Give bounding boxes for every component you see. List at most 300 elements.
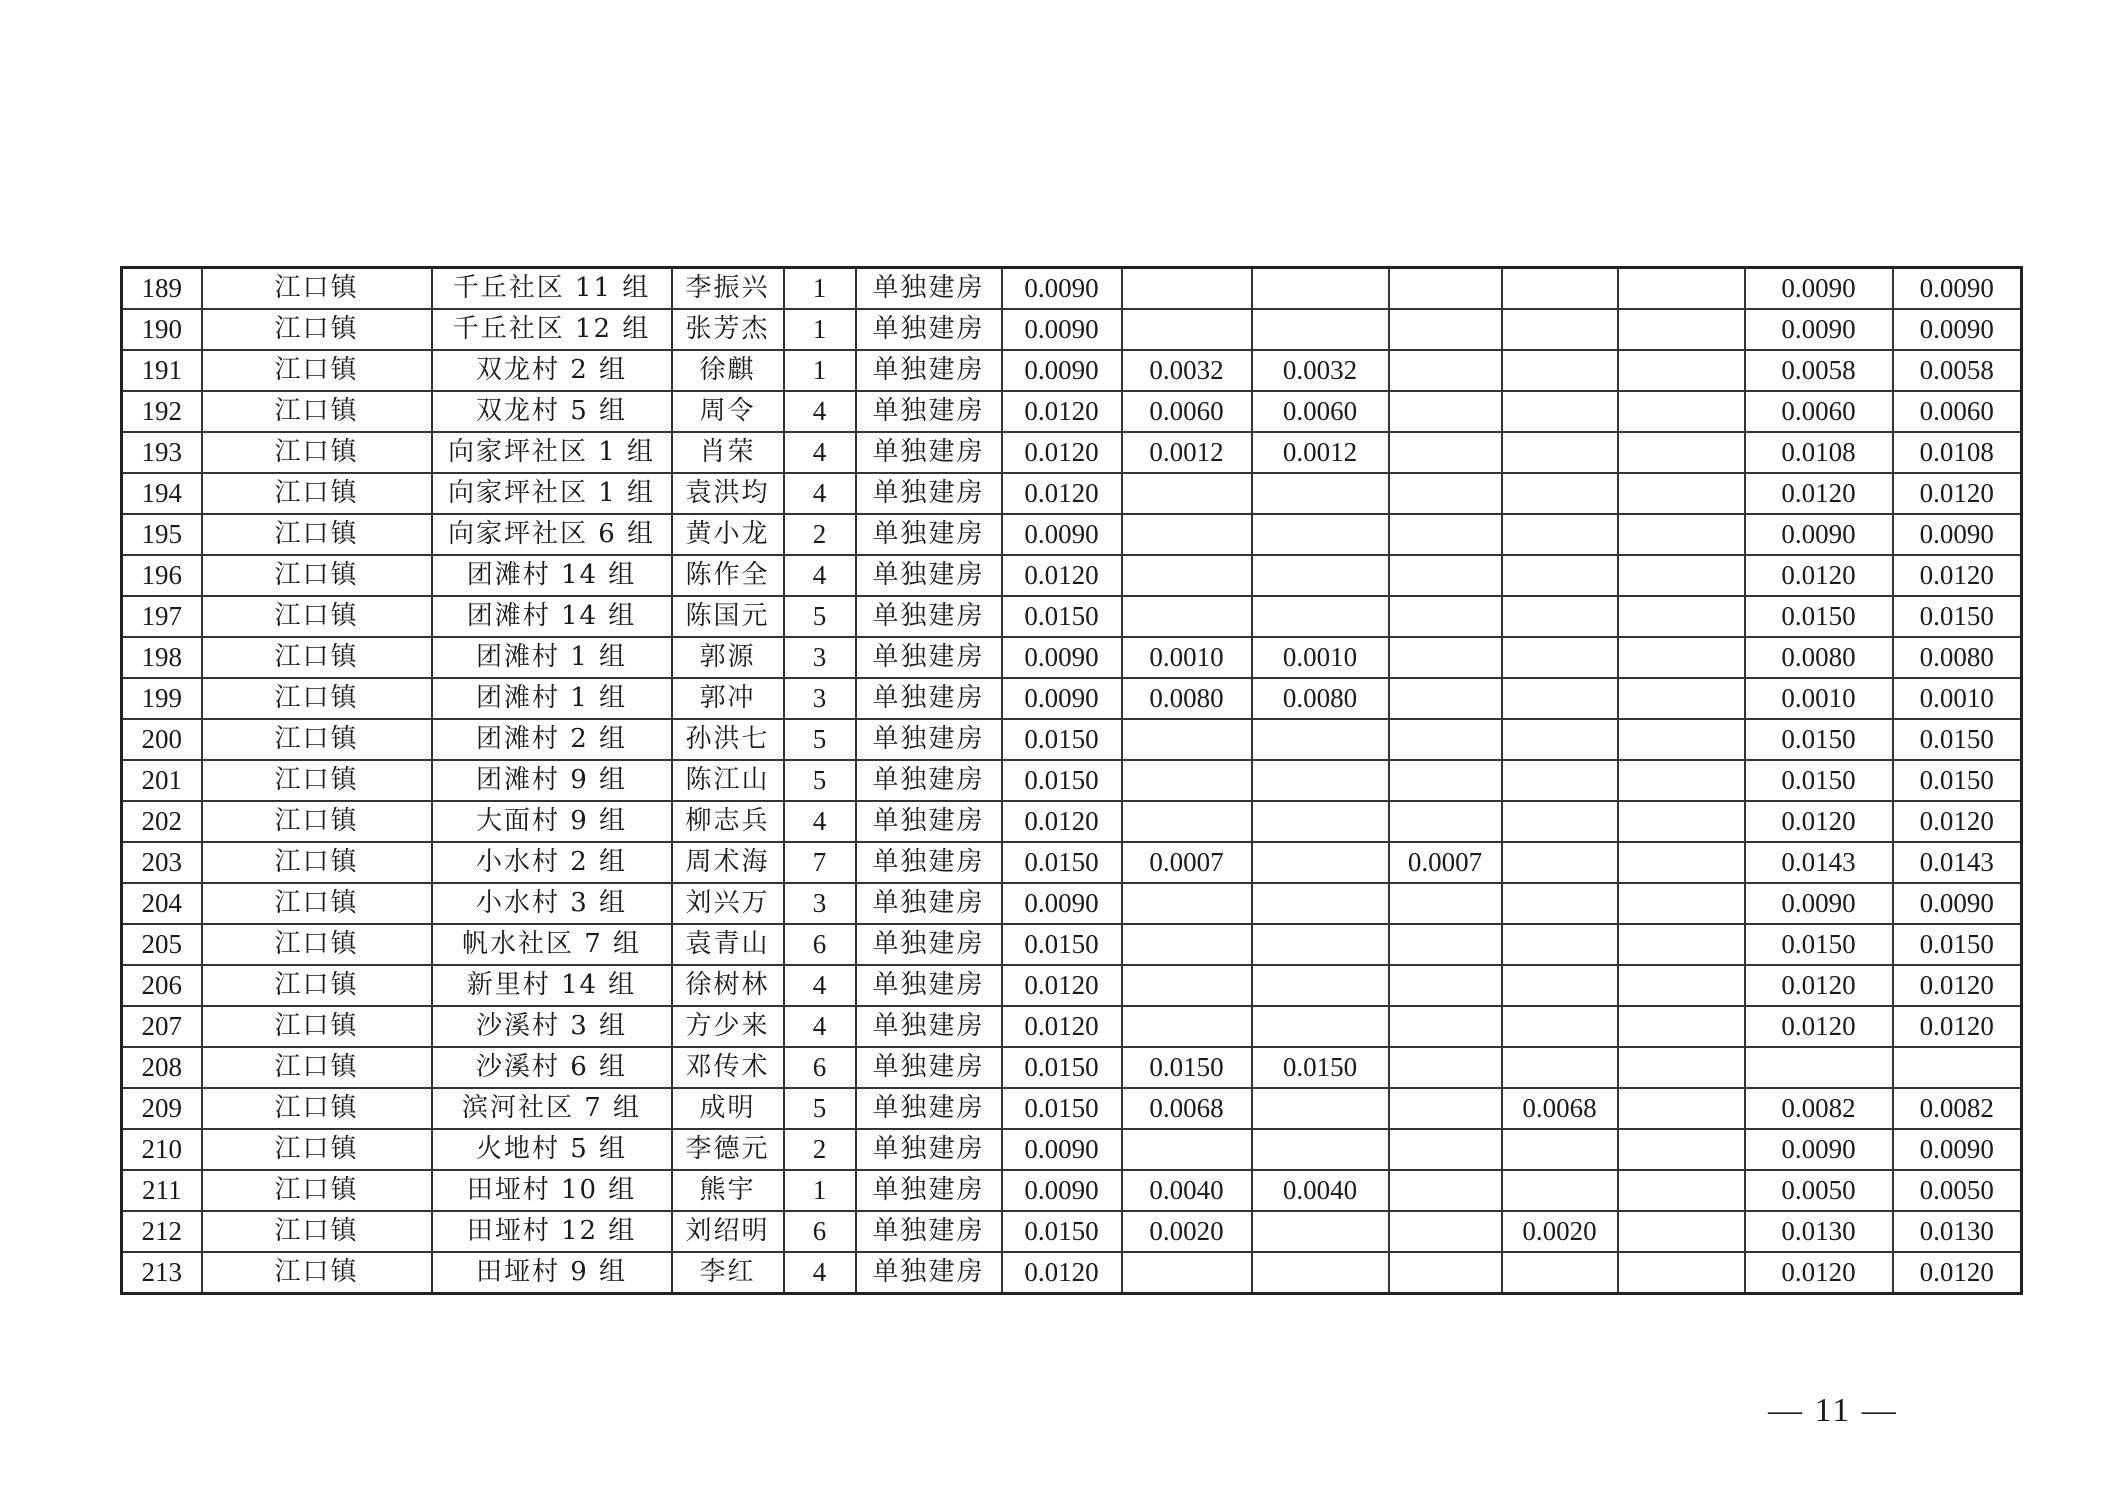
area-col-5-cell: [1502, 1047, 1618, 1088]
village-group-cell: 千丘社区 12 组: [432, 309, 672, 350]
table-row: [122, 842, 2022, 883]
area-col-5-cell: [1502, 801, 1618, 842]
village-group-cell: 团滩村 1 组: [432, 678, 672, 719]
area-col-6-cell: [1618, 1047, 1745, 1088]
applicant-name-cell: 方少来: [672, 1006, 784, 1047]
area-col-1-cell: 0.0120: [1002, 801, 1122, 842]
area-col-3-cell: [1252, 801, 1389, 842]
area-col-7-cell: 0.0080: [1745, 637, 1893, 678]
town-cell: 江口镇: [202, 1170, 432, 1211]
area-col-3-cell: [1252, 473, 1389, 514]
area-col-4-cell: [1389, 309, 1502, 350]
build-type-cell: 单独建房: [856, 801, 1002, 842]
town-cell: 江口镇: [202, 268, 432, 310]
area-col-8-cell: 0.0150: [1893, 924, 2022, 965]
area-col-7-cell: 0.0120: [1745, 801, 1893, 842]
area-col-6-cell: [1618, 1252, 1745, 1294]
area-col-4-cell: [1389, 1006, 1502, 1047]
area-col-2-cell: [1122, 924, 1252, 965]
household-count-cell: 1: [784, 350, 856, 391]
row-number-cell: 212: [122, 1211, 202, 1252]
area-col-6-cell: [1618, 596, 1745, 637]
applicant-name-cell: 肖荣: [672, 432, 784, 473]
area-col-6-cell: [1618, 801, 1745, 842]
area-col-3-cell: 0.0012: [1252, 432, 1389, 473]
area-col-3-cell: 0.0010: [1252, 637, 1389, 678]
village-group-cell: 双龙村 5 组: [432, 391, 672, 432]
area-col-4-cell: [1389, 924, 1502, 965]
records-table-container: [120, 266, 2023, 1295]
village-group-cell: 田垭村 12 组: [432, 1211, 672, 1252]
area-col-7-cell: 0.0090: [1745, 883, 1893, 924]
area-col-7-cell: 0.0082: [1745, 1088, 1893, 1129]
town-cell: 江口镇: [202, 1047, 432, 1088]
area-col-7-cell: 0.0120: [1745, 1006, 1893, 1047]
table-row: [122, 801, 2022, 842]
household-count-cell: 4: [784, 965, 856, 1006]
area-col-1-cell: 0.0120: [1002, 1252, 1122, 1294]
area-col-3-cell: [1252, 514, 1389, 555]
household-count-cell: 4: [784, 555, 856, 596]
household-count-cell: 6: [784, 924, 856, 965]
row-number-cell: 194: [122, 473, 202, 514]
area-col-7-cell: [1745, 1047, 1893, 1088]
area-col-5-cell: [1502, 637, 1618, 678]
area-col-4-cell: [1389, 883, 1502, 924]
area-col-2-cell: 0.0012: [1122, 432, 1252, 473]
area-col-1-cell: 0.0090: [1002, 637, 1122, 678]
table-row: [122, 1047, 2022, 1088]
area-col-8-cell: 0.0120: [1893, 555, 2022, 596]
area-col-3-cell: [1252, 1129, 1389, 1170]
area-col-6-cell: [1618, 514, 1745, 555]
applicant-name-cell: 徐树林: [672, 965, 784, 1006]
area-col-4-cell: [1389, 391, 1502, 432]
village-group-cell: 团滩村 9 组: [432, 760, 672, 801]
village-group-cell: 向家坪社区 1 组: [432, 432, 672, 473]
area-col-5-cell: [1502, 883, 1618, 924]
village-group-cell: 向家坪社区 6 组: [432, 514, 672, 555]
applicant-name-cell: 成明: [672, 1088, 784, 1129]
area-col-7-cell: 0.0120: [1745, 473, 1893, 514]
village-group-cell: 团滩村 2 组: [432, 719, 672, 760]
records-table: [120, 266, 2023, 1295]
village-group-cell: 团滩村 1 组: [432, 637, 672, 678]
applicant-name-cell: 郭冲: [672, 678, 784, 719]
area-col-4-cell: [1389, 555, 1502, 596]
area-col-2-cell: [1122, 965, 1252, 1006]
village-group-cell: 帆水社区 7 组: [432, 924, 672, 965]
town-cell: 江口镇: [202, 391, 432, 432]
area-col-2-cell: 0.0068: [1122, 1088, 1252, 1129]
area-col-6-cell: [1618, 719, 1745, 760]
town-cell: 江口镇: [202, 965, 432, 1006]
area-col-6-cell: [1618, 268, 1745, 310]
build-type-cell: 单独建房: [856, 1129, 1002, 1170]
town-cell: 江口镇: [202, 842, 432, 883]
area-col-4-cell: [1389, 432, 1502, 473]
area-col-8-cell: 0.0058: [1893, 350, 2022, 391]
build-type-cell: 单独建房: [856, 514, 1002, 555]
area-col-4-cell: [1389, 719, 1502, 760]
applicant-name-cell: 李红: [672, 1252, 784, 1294]
area-col-7-cell: 0.0090: [1745, 309, 1893, 350]
area-col-2-cell: 0.0020: [1122, 1211, 1252, 1252]
build-type-cell: 单独建房: [856, 350, 1002, 391]
area-col-2-cell: 0.0080: [1122, 678, 1252, 719]
area-col-5-cell: 0.0020: [1502, 1211, 1618, 1252]
area-col-5-cell: [1502, 842, 1618, 883]
area-col-4-cell: [1389, 1211, 1502, 1252]
area-col-5-cell: [1502, 432, 1618, 473]
area-col-4-cell: [1389, 678, 1502, 719]
area-col-8-cell: 0.0120: [1893, 473, 2022, 514]
area-col-5-cell: [1502, 350, 1618, 391]
table-row: [122, 1211, 2022, 1252]
area-col-8-cell: [1893, 1047, 2022, 1088]
area-col-5-cell: [1502, 760, 1618, 801]
area-col-8-cell: 0.0120: [1893, 1252, 2022, 1294]
area-col-4-cell: [1389, 514, 1502, 555]
area-col-2-cell: [1122, 760, 1252, 801]
area-col-5-cell: [1502, 924, 1618, 965]
build-type-cell: 单独建房: [856, 965, 1002, 1006]
household-count-cell: 4: [784, 1006, 856, 1047]
area-col-8-cell: 0.0130: [1893, 1211, 2022, 1252]
town-cell: 江口镇: [202, 1211, 432, 1252]
row-number-cell: 206: [122, 965, 202, 1006]
area-col-4-cell: [1389, 1047, 1502, 1088]
table-row: [122, 473, 2022, 514]
household-count-cell: 1: [784, 1170, 856, 1211]
build-type-cell: 单独建房: [856, 1006, 1002, 1047]
row-number-cell: 213: [122, 1252, 202, 1294]
table-row: [122, 1006, 2022, 1047]
area-col-2-cell: [1122, 719, 1252, 760]
area-col-8-cell: 0.0143: [1893, 842, 2022, 883]
area-col-5-cell: [1502, 678, 1618, 719]
area-col-7-cell: 0.0050: [1745, 1170, 1893, 1211]
village-group-cell: 小水村 2 组: [432, 842, 672, 883]
applicant-name-cell: 邓传术: [672, 1047, 784, 1088]
area-col-8-cell: 0.0090: [1893, 268, 2022, 310]
build-type-cell: 单独建房: [856, 432, 1002, 473]
build-type-cell: 单独建房: [856, 842, 1002, 883]
area-col-2-cell: 0.0007: [1122, 842, 1252, 883]
village-group-cell: 大面村 9 组: [432, 801, 672, 842]
row-number-cell: 210: [122, 1129, 202, 1170]
area-col-6-cell: [1618, 350, 1745, 391]
area-col-1-cell: 0.0120: [1002, 391, 1122, 432]
area-col-2-cell: [1122, 596, 1252, 637]
applicant-name-cell: 李振兴: [672, 268, 784, 310]
area-col-8-cell: 0.0090: [1893, 1129, 2022, 1170]
build-type-cell: 单独建房: [856, 760, 1002, 801]
village-group-cell: 团滩村 14 组: [432, 555, 672, 596]
area-col-4-cell: [1389, 1129, 1502, 1170]
table-row: [122, 1170, 2022, 1211]
area-col-8-cell: 0.0010: [1893, 678, 2022, 719]
area-col-3-cell: [1252, 842, 1389, 883]
village-group-cell: 火地村 5 组: [432, 1129, 672, 1170]
area-col-6-cell: [1618, 555, 1745, 596]
area-col-8-cell: 0.0050: [1893, 1170, 2022, 1211]
area-col-8-cell: 0.0120: [1893, 965, 2022, 1006]
row-number-cell: 203: [122, 842, 202, 883]
table-row: [122, 1129, 2022, 1170]
page-number: — 11 —: [1768, 1392, 1898, 1429]
household-count-cell: 2: [784, 514, 856, 555]
household-count-cell: 7: [784, 842, 856, 883]
household-count-cell: 4: [784, 473, 856, 514]
town-cell: 江口镇: [202, 1006, 432, 1047]
area-col-7-cell: 0.0090: [1745, 514, 1893, 555]
area-col-7-cell: 0.0120: [1745, 965, 1893, 1006]
area-col-1-cell: 0.0150: [1002, 760, 1122, 801]
table-row: [122, 965, 2022, 1006]
area-col-1-cell: 0.0090: [1002, 309, 1122, 350]
area-col-6-cell: [1618, 1211, 1745, 1252]
area-col-3-cell: 0.0150: [1252, 1047, 1389, 1088]
area-col-4-cell: [1389, 350, 1502, 391]
area-col-7-cell: 0.0143: [1745, 842, 1893, 883]
area-col-6-cell: [1618, 309, 1745, 350]
row-number-cell: 211: [122, 1170, 202, 1211]
area-col-4-cell: [1389, 1252, 1502, 1294]
area-col-8-cell: 0.0082: [1893, 1088, 2022, 1129]
build-type-cell: 单独建房: [856, 719, 1002, 760]
area-col-1-cell: 0.0150: [1002, 924, 1122, 965]
table-row: [122, 432, 2022, 473]
town-cell: 江口镇: [202, 719, 432, 760]
row-number-cell: 205: [122, 924, 202, 965]
area-col-7-cell: 0.0108: [1745, 432, 1893, 473]
build-type-cell: 单独建房: [856, 1252, 1002, 1294]
town-cell: 江口镇: [202, 678, 432, 719]
household-count-cell: 5: [784, 760, 856, 801]
household-count-cell: 3: [784, 678, 856, 719]
applicant-name-cell: 陈江山: [672, 760, 784, 801]
area-col-2-cell: [1122, 1252, 1252, 1294]
row-number-cell: 199: [122, 678, 202, 719]
area-col-3-cell: 0.0040: [1252, 1170, 1389, 1211]
village-group-cell: 千丘社区 11 组: [432, 268, 672, 310]
row-number-cell: 193: [122, 432, 202, 473]
row-number-cell: 197: [122, 596, 202, 637]
town-cell: 江口镇: [202, 1088, 432, 1129]
row-number-cell: 209: [122, 1088, 202, 1129]
table-row: [122, 268, 2022, 310]
village-group-cell: 田垭村 10 组: [432, 1170, 672, 1211]
build-type-cell: 单独建房: [856, 678, 1002, 719]
town-cell: 江口镇: [202, 1252, 432, 1294]
area-col-8-cell: 0.0150: [1893, 719, 2022, 760]
area-col-2-cell: 0.0010: [1122, 637, 1252, 678]
row-number-cell: 192: [122, 391, 202, 432]
area-col-5-cell: [1502, 268, 1618, 310]
build-type-cell: 单独建房: [856, 391, 1002, 432]
table-row: [122, 1088, 2022, 1129]
area-col-4-cell: [1389, 801, 1502, 842]
village-group-cell: 田垭村 9 组: [432, 1252, 672, 1294]
area-col-5-cell: [1502, 1170, 1618, 1211]
town-cell: 江口镇: [202, 596, 432, 637]
household-count-cell: 2: [784, 1129, 856, 1170]
build-type-cell: 单独建房: [856, 309, 1002, 350]
village-group-cell: 沙溪村 6 组: [432, 1047, 672, 1088]
household-count-cell: 4: [784, 1252, 856, 1294]
row-number-cell: 196: [122, 555, 202, 596]
area-col-1-cell: 0.0120: [1002, 555, 1122, 596]
area-col-5-cell: [1502, 1252, 1618, 1294]
area-col-6-cell: [1618, 678, 1745, 719]
build-type-cell: 单独建房: [856, 268, 1002, 310]
area-col-6-cell: [1618, 1170, 1745, 1211]
area-col-5-cell: [1502, 719, 1618, 760]
applicant-name-cell: 柳志兵: [672, 801, 784, 842]
area-col-6-cell: [1618, 1129, 1745, 1170]
row-number-cell: 204: [122, 883, 202, 924]
household-count-cell: 4: [784, 391, 856, 432]
area-col-8-cell: 0.0120: [1893, 801, 2022, 842]
applicant-name-cell: 李德元: [672, 1129, 784, 1170]
area-col-8-cell: 0.0120: [1893, 1006, 2022, 1047]
area-col-1-cell: 0.0120: [1002, 432, 1122, 473]
village-group-cell: 新里村 14 组: [432, 965, 672, 1006]
town-cell: 江口镇: [202, 637, 432, 678]
build-type-cell: 单独建房: [856, 596, 1002, 637]
town-cell: 江口镇: [202, 760, 432, 801]
area-col-4-cell: [1389, 965, 1502, 1006]
table-row: [122, 514, 2022, 555]
table-row: [122, 760, 2022, 801]
area-col-3-cell: [1252, 719, 1389, 760]
area-col-2-cell: [1122, 473, 1252, 514]
area-col-6-cell: [1618, 842, 1745, 883]
area-col-7-cell: 0.0150: [1745, 924, 1893, 965]
build-type-cell: 单独建房: [856, 1088, 1002, 1129]
build-type-cell: 单独建房: [856, 924, 1002, 965]
town-cell: 江口镇: [202, 1129, 432, 1170]
household-count-cell: 1: [784, 268, 856, 310]
area-col-6-cell: [1618, 1006, 1745, 1047]
village-group-cell: 双龙村 2 组: [432, 350, 672, 391]
applicant-name-cell: 袁青山: [672, 924, 784, 965]
table-row: [122, 1252, 2022, 1294]
town-cell: 江口镇: [202, 514, 432, 555]
household-count-cell: 5: [784, 1088, 856, 1129]
table-row: [122, 924, 2022, 965]
area-col-1-cell: 0.0150: [1002, 842, 1122, 883]
area-col-6-cell: [1618, 883, 1745, 924]
area-col-6-cell: [1618, 637, 1745, 678]
applicant-name-cell: 孙洪七: [672, 719, 784, 760]
table-body: [122, 268, 2022, 1294]
area-col-1-cell: 0.0090: [1002, 1129, 1122, 1170]
village-group-cell: 向家坪社区 1 组: [432, 473, 672, 514]
area-col-6-cell: [1618, 760, 1745, 801]
household-count-cell: 3: [784, 637, 856, 678]
area-col-7-cell: 0.0090: [1745, 268, 1893, 310]
area-col-1-cell: 0.0120: [1002, 1006, 1122, 1047]
town-cell: 江口镇: [202, 432, 432, 473]
town-cell: 江口镇: [202, 473, 432, 514]
applicant-name-cell: 刘兴万: [672, 883, 784, 924]
town-cell: 江口镇: [202, 924, 432, 965]
area-col-7-cell: 0.0010: [1745, 678, 1893, 719]
area-col-4-cell: [1389, 473, 1502, 514]
table-row: [122, 391, 2022, 432]
area-col-6-cell: [1618, 924, 1745, 965]
table-row: [122, 555, 2022, 596]
area-col-4-cell: 0.0007: [1389, 842, 1502, 883]
area-col-6-cell: [1618, 473, 1745, 514]
area-col-1-cell: 0.0150: [1002, 719, 1122, 760]
area-col-6-cell: [1618, 432, 1745, 473]
area-col-4-cell: [1389, 1088, 1502, 1129]
area-col-3-cell: [1252, 268, 1389, 310]
applicant-name-cell: 周术海: [672, 842, 784, 883]
area-col-7-cell: 0.0150: [1745, 760, 1893, 801]
table-row: [122, 309, 2022, 350]
area-col-4-cell: [1389, 1170, 1502, 1211]
area-col-2-cell: 0.0150: [1122, 1047, 1252, 1088]
town-cell: 江口镇: [202, 350, 432, 391]
table-row: [122, 350, 2022, 391]
applicant-name-cell: 刘绍明: [672, 1211, 784, 1252]
area-col-1-cell: 0.0090: [1002, 514, 1122, 555]
row-number-cell: 202: [122, 801, 202, 842]
area-col-2-cell: [1122, 555, 1252, 596]
applicant-name-cell: 黄小龙: [672, 514, 784, 555]
build-type-cell: 单独建房: [856, 1170, 1002, 1211]
table-row: [122, 678, 2022, 719]
area-col-3-cell: [1252, 555, 1389, 596]
area-col-7-cell: 0.0090: [1745, 1129, 1893, 1170]
row-number-cell: 195: [122, 514, 202, 555]
area-col-7-cell: 0.0120: [1745, 555, 1893, 596]
area-col-6-cell: [1618, 1088, 1745, 1129]
row-number-cell: 207: [122, 1006, 202, 1047]
area-col-3-cell: 0.0060: [1252, 391, 1389, 432]
village-group-cell: 小水村 3 组: [432, 883, 672, 924]
area-col-3-cell: [1252, 924, 1389, 965]
household-count-cell: 4: [784, 432, 856, 473]
area-col-2-cell: 0.0032: [1122, 350, 1252, 391]
area-col-4-cell: [1389, 596, 1502, 637]
area-col-1-cell: 0.0090: [1002, 1170, 1122, 1211]
build-type-cell: 单独建房: [856, 883, 1002, 924]
area-col-2-cell: [1122, 309, 1252, 350]
area-col-6-cell: [1618, 965, 1745, 1006]
household-count-cell: 4: [784, 801, 856, 842]
row-number-cell: 208: [122, 1047, 202, 1088]
area-col-8-cell: 0.0090: [1893, 309, 2022, 350]
area-col-3-cell: [1252, 309, 1389, 350]
village-group-cell: 沙溪村 3 组: [432, 1006, 672, 1047]
table-row: [122, 596, 2022, 637]
household-count-cell: 5: [784, 596, 856, 637]
row-number-cell: 201: [122, 760, 202, 801]
household-count-cell: 6: [784, 1211, 856, 1252]
applicant-name-cell: 郭源: [672, 637, 784, 678]
area-col-4-cell: [1389, 760, 1502, 801]
area-col-5-cell: [1502, 473, 1618, 514]
area-col-3-cell: [1252, 883, 1389, 924]
household-count-cell: 6: [784, 1047, 856, 1088]
area-col-8-cell: 0.0060: [1893, 391, 2022, 432]
applicant-name-cell: 袁洪均: [672, 473, 784, 514]
